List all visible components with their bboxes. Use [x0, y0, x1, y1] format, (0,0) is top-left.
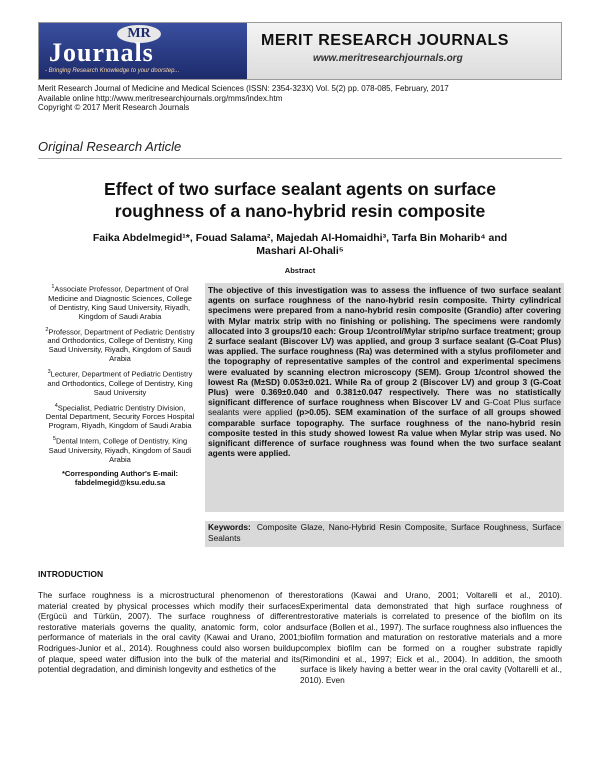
keywords [205, 521, 564, 547]
logo-journals: Journals [49, 38, 154, 67]
abstract-body [205, 283, 564, 512]
affiliation-5 [44, 435, 196, 464]
authors-line-2: Mashari Al-Ohali⁵ [256, 245, 344, 257]
affiliation-1 [44, 283, 196, 321]
affiliation-text: Lecturer, Department of Pediatric Dentistry and Orthodontics, College of Dentistry, King Saud University [47, 369, 193, 397]
corresponding-author [44, 469, 196, 487]
affiliation-text: Dental Intern, College of Dentistry, King Saud University, Riyadh, Kingdom of Saudi Arabia [48, 436, 192, 464]
abstract-text-2: G-Coat Plus surface sealants were applied [208, 397, 561, 418]
introduction-column-left: The surface roughness is a microstructural phenomenon of the material created by physical processes which modify their surfaces (Ergücü and Türkün, 2007). The surface roughness of different restorative materials governs the quality, anatomic form, color and performance of materials in the oral cavity (Kawai and Urano, 2001; Rodrigues-Junior et al., 2014). Roughness could also worsen buildup of plaque, speed water diffusion into the bulk of the material and its potential degradation, and diminish longevity and esthetics of the [38, 590, 300, 675]
affiliations [44, 283, 196, 487]
introduction-heading: INTRODUCTION [38, 569, 104, 579]
journal-name: MERIT RESEARCH JOURNALS [261, 32, 509, 49]
affiliation-text: Associate Professor, Department of Oral Medicine and Diagnostic Sciences, College of Dentistry, King Saud University, Riyadh, Kingdom of Saudi Arabia [48, 284, 192, 321]
affiliation-text: Professor, Department of Pediatric Dentistry and Orthodontics, College of Dentistry, King Saud University, Riyadh, Kingdom of Saudi Arabia [47, 327, 195, 363]
abstract-text-3: (p>0.05). SEM examination of the surface of all groups showed comparable surface topography. The surface roughness of the nano-hybrid resin composite tested in this study showed lowest Ra value when Mylar strip was used. No significant difference of surface roughness was found when the two surface sealant agents were applied. [208, 407, 561, 459]
journal-banner [38, 22, 562, 80]
affiliation-number: 3 [47, 369, 51, 375]
abstract-text-1: The objective of this investigation was to assess the influence of two surface sealant agents on surface roughness of the nano-hybrid resin composite. Thirty cylindrical specimens were prepared from a nano-hybrid resin composite (Grandio) after covering with Mylar matrix strip with no finishing or polishing. The specimens were randomly allocated into 3 groups/10 each: Group 1/control/Mylar strip/no surface treatment; group 2 surface sealant (Biscover LV) was applied, and group 3 surface sealant (G-Coat Plus) was applied. The surface roughness (Ra) was determined with a stylus profilometer and the topography of representative samples of the control and experimental specimens were evaluated by scanning electron microscopy (SEM). Group 1/control showed the lowest Ra (M±SD) 0.053±0.021. While Ra of group 2 (Biscover LV) and group 3 (G-Coat Plus) were 0.369±0.040 and 0.381±0.047 respectively. There was no statistically significant difference of surface roughness when Biscover LV and [208, 285, 561, 408]
keywords-label: Keywords: [208, 522, 251, 532]
affiliation-number: 5 [52, 436, 56, 442]
divider [38, 158, 562, 159]
authors-line-1: Faika Abdelmegid¹*, Fouad Salama², Majedah Al-Homaidhi³, Tarfa Bin Moharib⁴ and [92, 232, 508, 244]
paper-title: Effect of two surface sealant agents on surface roughness of a nano-hybrid resin composite [104, 179, 496, 221]
corresponding-label: *Corresponding Author's E-mail: [61, 468, 179, 478]
affiliation-2 [44, 326, 196, 364]
affiliation-3 [44, 368, 196, 397]
keywords-text: Composite Glaze, Nano-Hybrid Resin Composite, Surface Roughness, Surface Sealants [208, 522, 561, 543]
logo-tagline: - Bringing Research Knowledge to your doorstep... [45, 68, 180, 74]
citation-line: Merit Research Journal of Medicine and Medical Sciences (ISSN: 2354-323X) Vol. 5(2) pp. 078-085, February, 2017 [38, 84, 449, 93]
affiliation-number: 4 [54, 402, 58, 409]
affiliation-number: 2 [45, 326, 49, 333]
author-list [80, 232, 520, 258]
copyright-line: Copyright © 2017 Merit Research Journals [38, 103, 190, 112]
affiliation-number: 1 [51, 284, 55, 290]
affiliation-text: Specialist, Pediatric Dentistry Division, Dental Department, Security Forces Hospital Program, Riyadh, Kingdom of Saudi Arabia [45, 403, 195, 430]
corresponding-email[interactable]: fabdelmegid@ksu.edu.sa [74, 477, 166, 487]
journal-url[interactable]: www.meritresearchjournals.org [313, 53, 463, 64]
logo-mr: MR [117, 25, 161, 43]
affiliation-4 [44, 402, 196, 431]
journal-logo [39, 23, 247, 79]
availability-line[interactable]: Available online http://www.meritresearchjournals.org/mms/index.htm [38, 93, 283, 103]
introduction-column-right: restorations (Kawai and Urano, 2001; Voltarelli et al., 2010). Experimental data demonstrated that high surface roughness of restorative materials is correlated to presence of the biofilm on its surface (Bollen et al., 1997). The surface roughness also influences the biofilm formation and maturation on restorative materials and a more complex biofilm can be formed on a rougher substrate rapidly (Rimondini et al., 1997; Eick et al., 2004). In addition, the smooth surface is likely having a better wear in the oral cavity (Voltarelli et al., 2010). Even [300, 590, 562, 685]
abstract-heading: Abstract [284, 266, 316, 275]
article-type: Original Research Article [38, 139, 182, 154]
citation-meta [38, 84, 449, 113]
